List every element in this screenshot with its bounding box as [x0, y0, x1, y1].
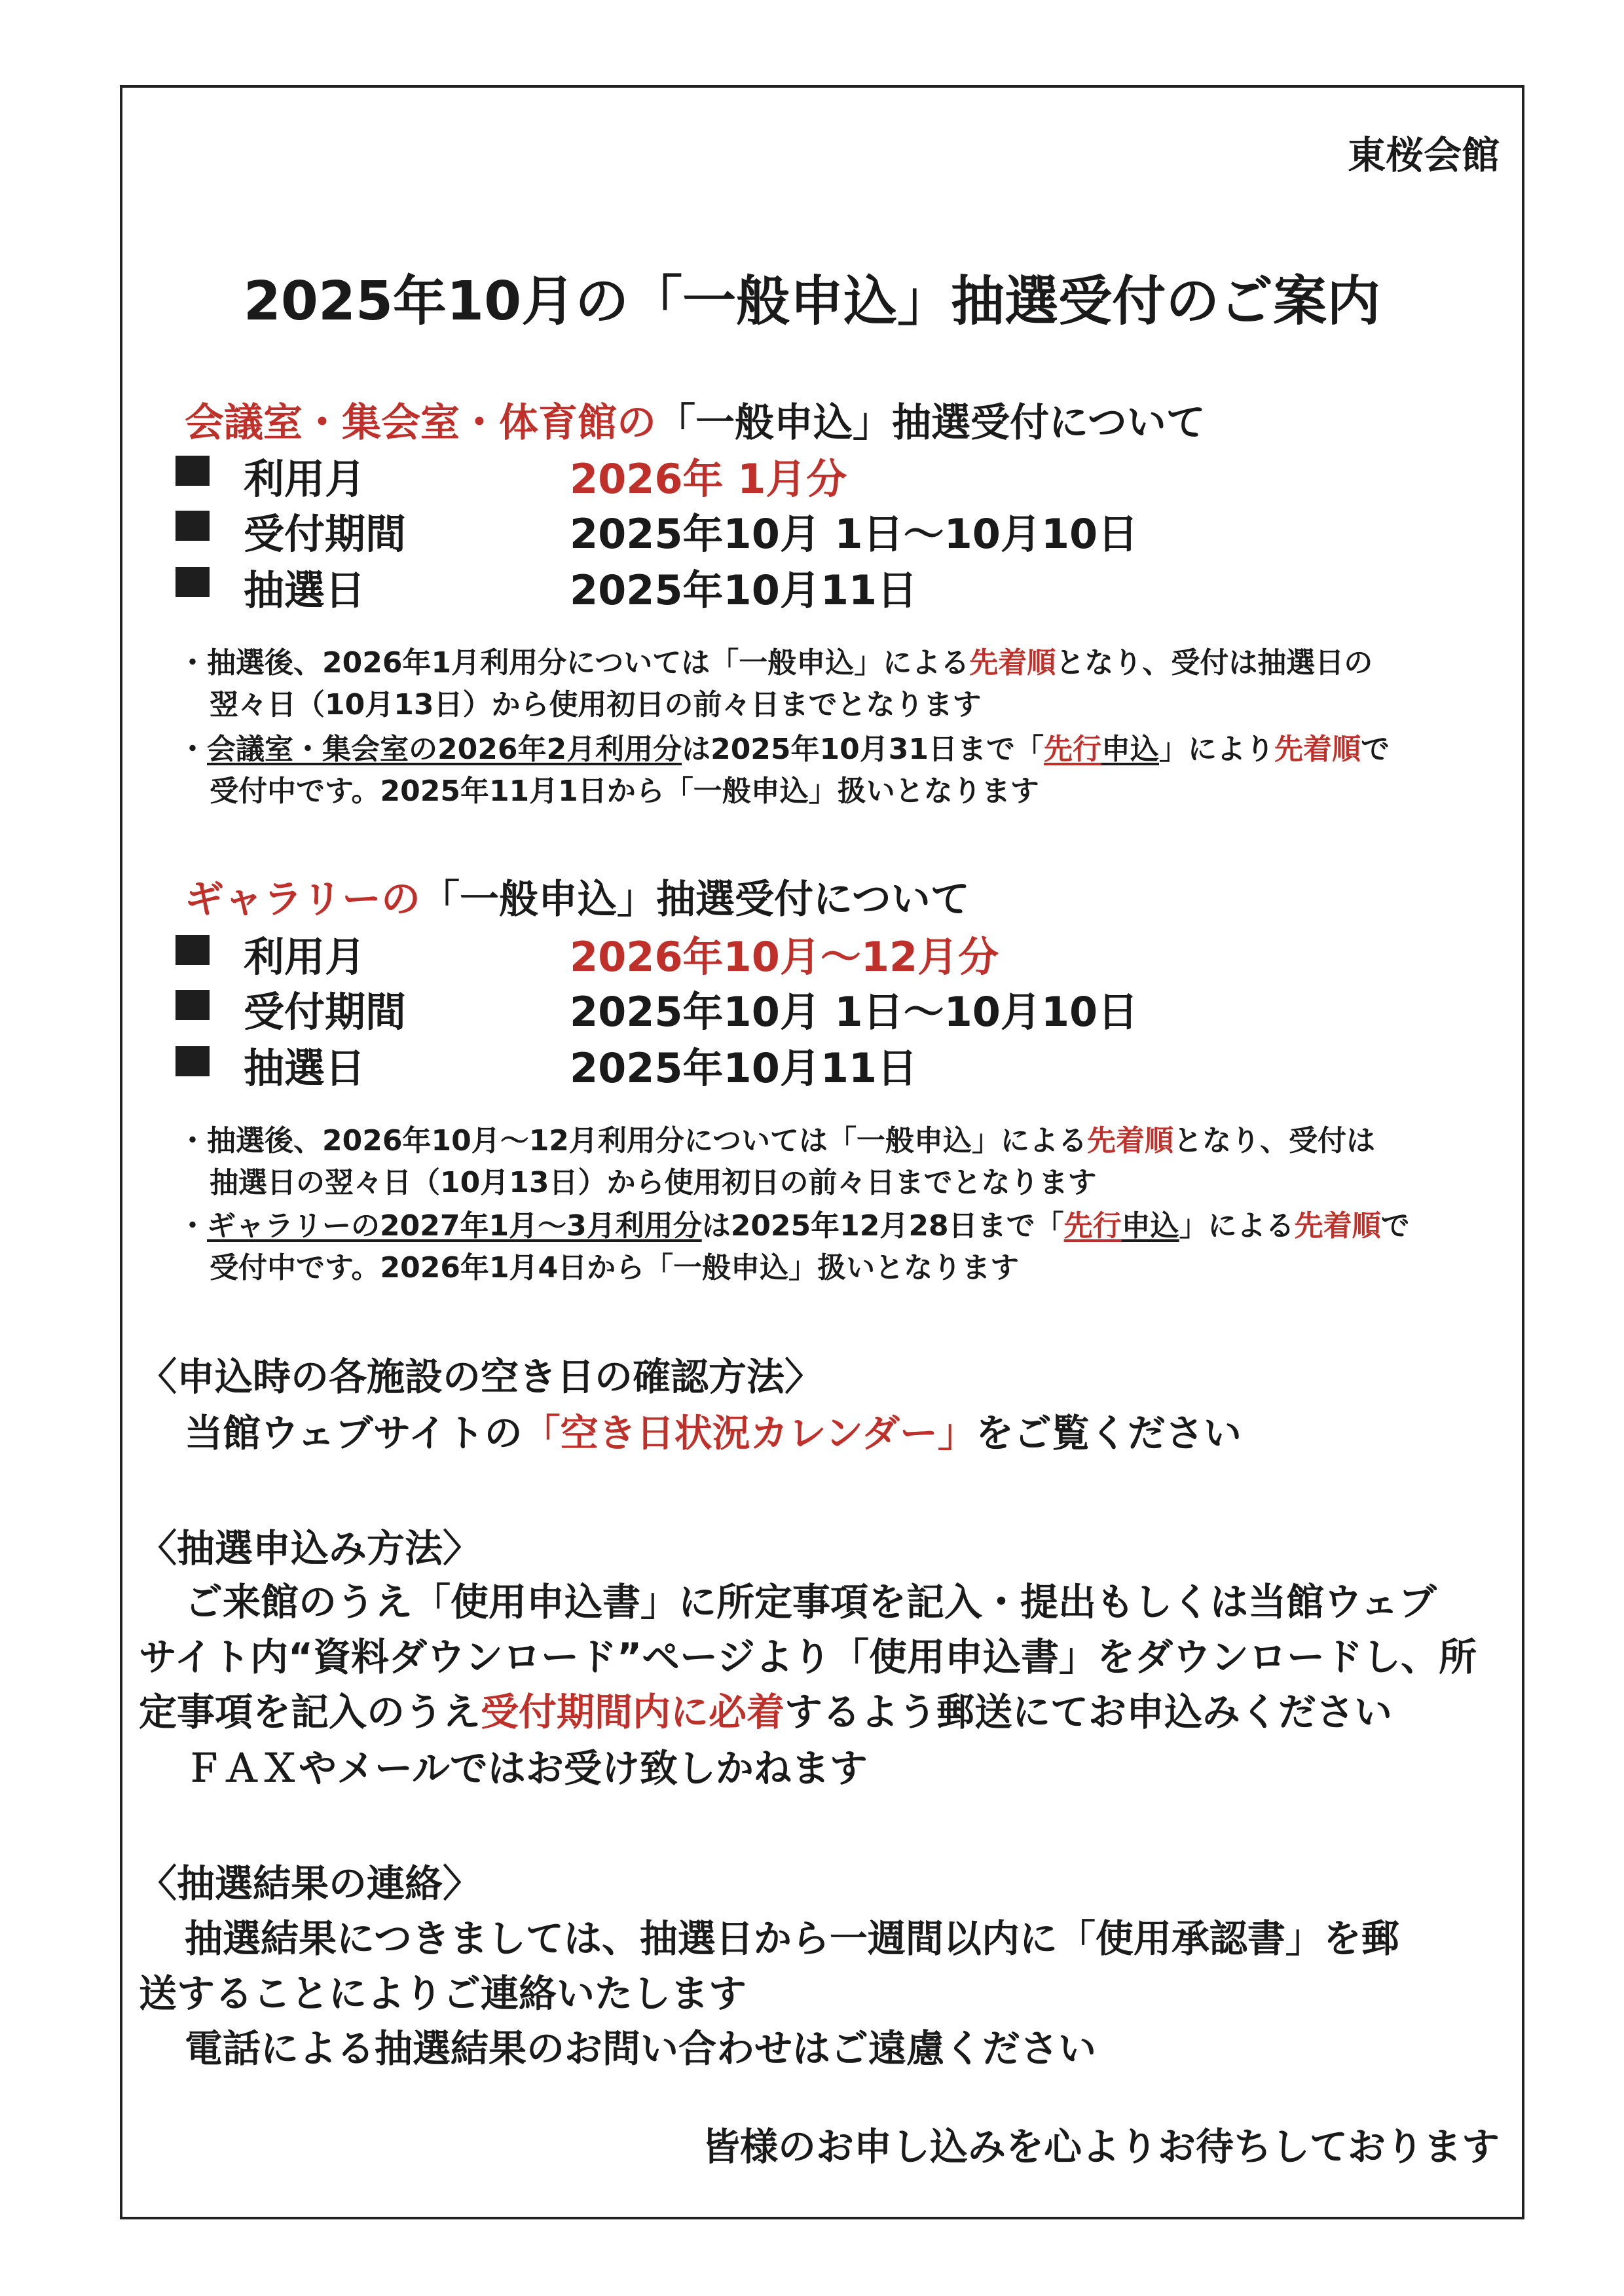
note-underlined: 申込 — [1121, 1209, 1179, 1243]
note-text: は2025年12月28日まで「 — [701, 1209, 1064, 1243]
note-emphasis: 先着順 — [1087, 1124, 1174, 1157]
note-emphasis: 先行 — [1044, 733, 1101, 766]
apply-line2: サイト内“資料ダウンロード”ページより「使用申込書」をダウンロードし、所 — [139, 1635, 1477, 1679]
apply-line1: ご来館のうえ「使用申込書」に所定事項を記入・提出もしくは当館ウェブ — [185, 1580, 1437, 1624]
note-text: は2025年10月31日まで「 — [682, 733, 1044, 766]
section1-note2-line2: 受付中です。2025年11月1日から「一般申込」扱いとなります — [210, 774, 1039, 808]
section2-value-period: 2025年10月 1日～10月10日 — [570, 988, 1139, 1036]
section1-value-period: 2025年10月 1日～10月10日 — [570, 510, 1139, 558]
section2-heading-facility: ギャラリーの — [185, 877, 420, 922]
apply-line3-text: 定事項を記入のうえ — [139, 1690, 481, 1734]
bullet-square-icon — [175, 1046, 210, 1076]
section2-note2 — [178, 1202, 1410, 1244]
note-text: となり、受付は抽選日の — [1056, 646, 1373, 680]
note-emphasis: 先行 — [1063, 1209, 1122, 1243]
section2-label-period: 受付期間 — [244, 988, 407, 1036]
closing-message: 皆様のお申し込みを心よりお待ちしております — [701, 2124, 1500, 2169]
section2-heading — [185, 868, 970, 924]
note-emphasis: 先着順 — [1294, 1209, 1381, 1243]
note-emphasis: 先着順 — [969, 646, 1056, 680]
vacancy-heading: 〈申込時の各施設の空き日の確認方法〉 — [139, 1355, 823, 1399]
bullet-square-icon — [175, 990, 210, 1020]
bullet-square-icon — [175, 511, 210, 541]
note-text: ・抽選後、2026年1月利用分については「一般申込」による — [178, 646, 970, 680]
section1-label-month: 利用月 — [244, 455, 366, 503]
section1-value-lottery-date: 2025年10月11日 — [570, 566, 918, 614]
section1-label-period: 受付期間 — [244, 510, 407, 558]
vacancy-text — [185, 1402, 1242, 1457]
note-underlined: 会議室・集会室の2026年2月利用分 — [207, 733, 682, 766]
result-line2: 送することによりご連絡いたします — [139, 1971, 747, 2016]
section1-heading — [185, 392, 1206, 448]
vacancy-text-prefix: 当館ウェブサイトの — [185, 1411, 523, 1455]
section1-heading-facility: 会議室・集会室・体育館の — [185, 400, 656, 446]
vacancy-calendar-name: 「空き日状況カレンダー」 — [522, 1411, 976, 1455]
section1-note2 — [178, 725, 1390, 767]
section2-value-lottery-date: 2025年10月11日 — [570, 1044, 918, 1092]
apply-line4: ＦＡＸやメールではお受け致しかねます — [185, 1746, 868, 1791]
section2-note1 — [178, 1117, 1375, 1159]
result-heading: 〈抽選結果の連絡〉 — [139, 1861, 481, 1906]
note-text: 」により — [1159, 733, 1274, 766]
note-text: で — [1380, 1209, 1410, 1243]
section2-note1-line2: 抽選日の翌々日（10月13日）から使用初日の前々日までとなります — [210, 1166, 1097, 1199]
section1-note1-line2: 翌々日（10月13日）から使用初日の前々日までとなります — [210, 688, 982, 721]
result-line3: 電話による抽選結果のお問い合わせはご遠慮ください — [185, 2026, 1097, 2071]
section2-label-month: 利用月 — [244, 933, 366, 981]
note-text: で — [1361, 733, 1390, 766]
section1-note1 — [178, 639, 1373, 681]
apply-heading: 〈抽選申込み方法〉 — [139, 1526, 481, 1571]
bullet-square-icon — [175, 567, 210, 597]
section2-label-lottery-date: 抽選日 — [244, 1044, 366, 1092]
note-underlined: ギャラリーの2027年1月～3月利用分 — [207, 1209, 702, 1243]
note-text: となり、受付は — [1173, 1124, 1376, 1157]
section2-heading-text: 「一般申込」抽選受付について — [420, 877, 970, 922]
result-line1: 抽選結果につきましては、抽選日から一週間以内に「使用承認書」を郵 — [185, 1916, 1399, 1961]
note-underlined: 申込 — [1101, 733, 1159, 766]
bullet-square-icon — [175, 935, 210, 965]
section1-label-lottery-date: 抽選日 — [244, 566, 366, 614]
organization-name: 東桜会館 — [1347, 133, 1500, 177]
note-text: ・抽選後、2026年10月～12月利用分については「一般申込」による — [178, 1124, 1088, 1157]
section2-note2-line2: 受付中です。2026年1月4日から「一般申込」扱いとなります — [210, 1251, 1020, 1285]
apply-line3 — [139, 1681, 1392, 1736]
note-text: ・ — [178, 1209, 207, 1243]
note-emphasis: 先着順 — [1274, 733, 1361, 766]
note-text: ・ — [178, 733, 207, 766]
section2-value-month: 2026年10月～12月分 — [570, 933, 999, 981]
page-title: 2025年10月の「一般申込」抽選受付のご案内 — [243, 270, 1381, 333]
apply-line3-text: するよう郵送にてお申込みください — [784, 1690, 1393, 1734]
bullet-square-icon — [175, 456, 210, 486]
section1-heading-text: 「一般申込」抽選受付について — [656, 400, 1206, 446]
vacancy-text-suffix: をご覧ください — [975, 1411, 1242, 1455]
apply-deadline-emphasis: 受付期間内に必着 — [481, 1690, 785, 1734]
section1-value-month: 2026年 1月分 — [570, 455, 847, 503]
note-text: 」による — [1179, 1209, 1295, 1243]
